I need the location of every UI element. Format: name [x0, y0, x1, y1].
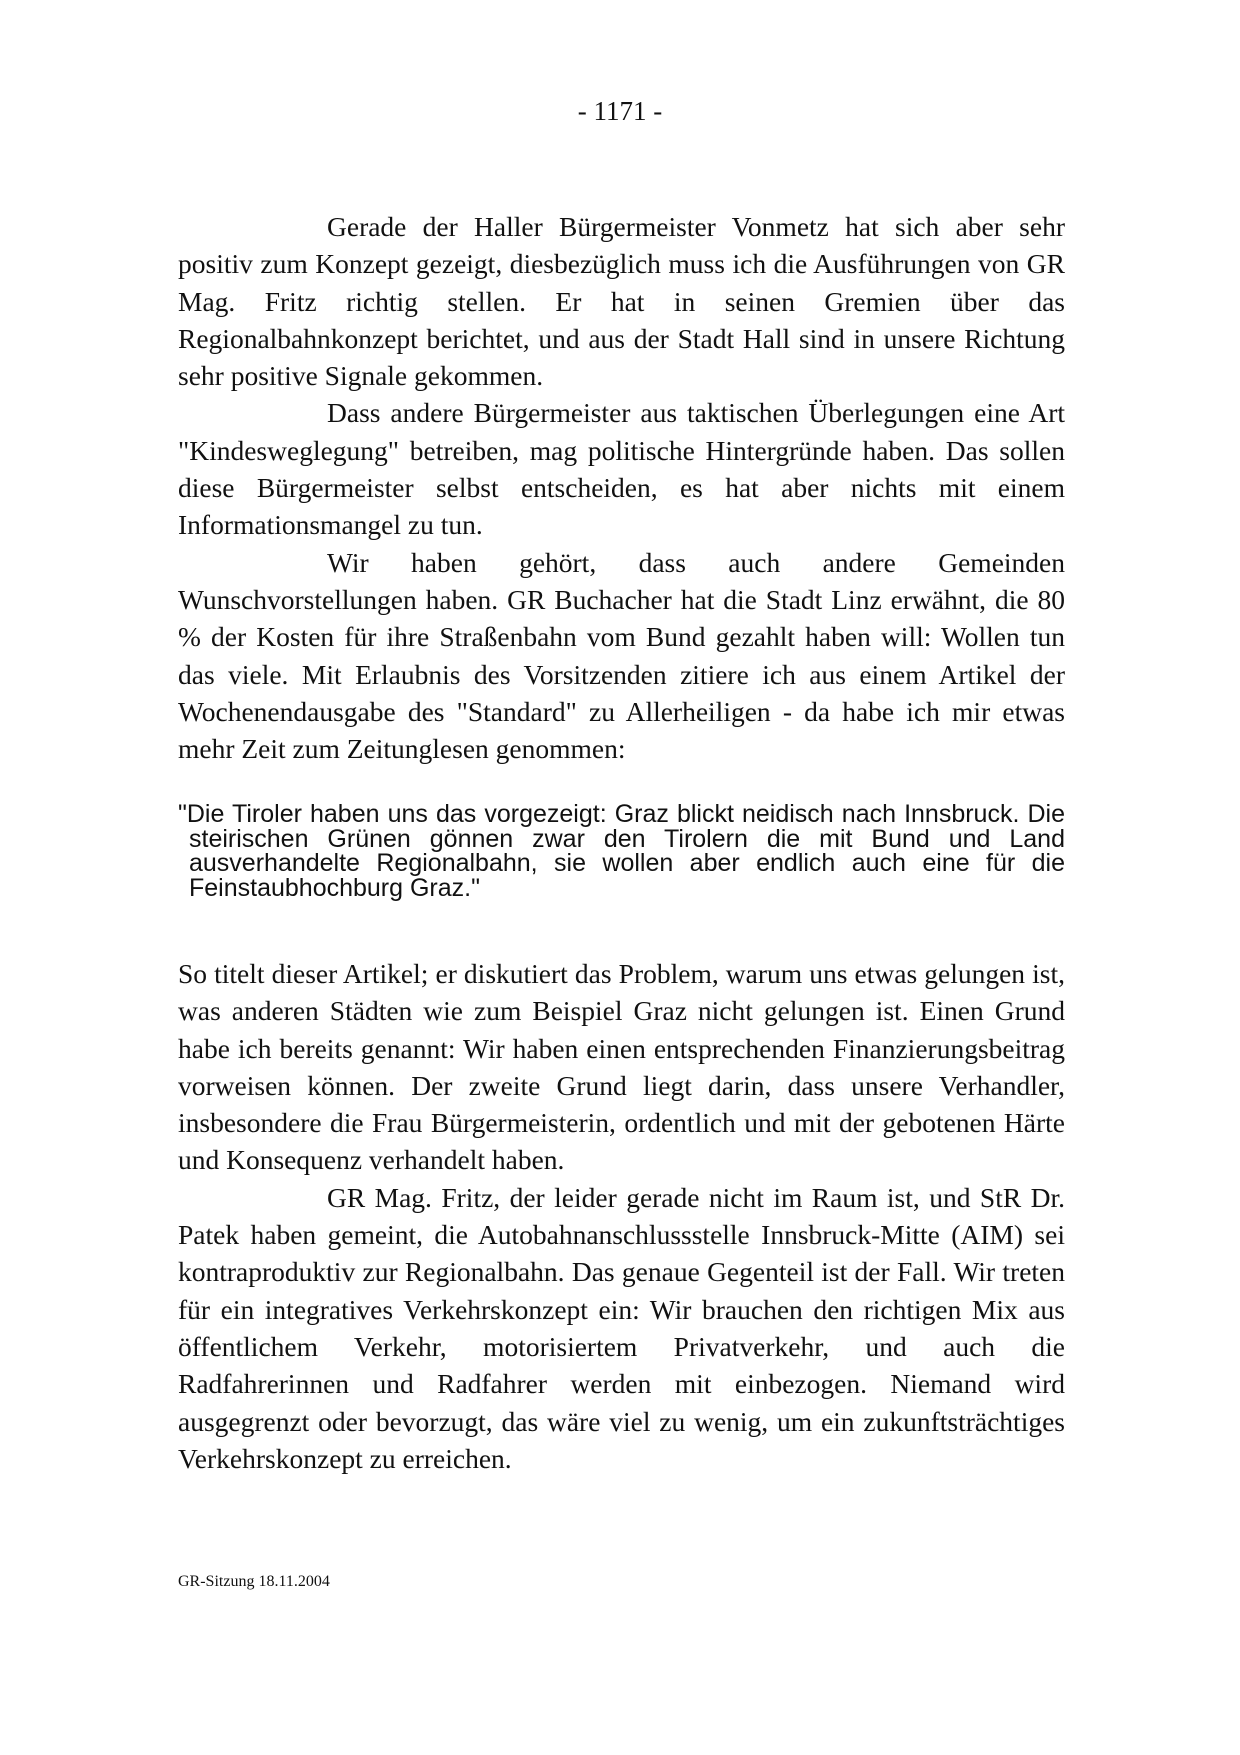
paragraph: Gerade der Haller Bürgermeister Vonmetz hat sich aber sehr positiv zum Konzept gezeigt, diesbezüglich muss ich die Ausführungen von GR Mag. Fritz richtig stellen. Er hat in seinen Gremien über das Regionalbahnkonzept berichtet, und aus der Stadt Hall sind in unsere Richtung sehr positive Signale gekommen.	[178, 211, 1065, 392]
page-footer: GR-Sitzung 18.11.2004	[178, 1573, 330, 1590]
page-number: - 1171 -	[577, 96, 663, 126]
block-quote: "Die Tiroler haben uns das vorgezeigt: Graz blickt neidisch nach Innsbruck. Die steirischen Grünen gönnen zwar den Tirolern die mit Bund und Land ausverhandelte Regionalbahn, sie wollen aber endlich auch eine für die Feinstaubhochburg Graz."	[178, 800, 1065, 902]
body-text-after-quote	[178, 955, 1065, 1477]
body-text-before-quote	[178, 208, 1065, 767]
paragraph: So titelt dieser Artikel; er diskutiert das Problem, warum uns etwas gelungen ist, was anderen Städten wie zum Beispiel Graz nicht gelungen ist. Einen Grund habe ich bereits genannt: Wir haben einen entsprechenden Finanzierungsbeitrag vorweisen können. Der zweite Grund liegt darin, dass unsere Verhandler, insbesondere die Frau Bürgermeisterin, ordentlich und mit der gebotenen Härte und Konsequenz verhandelt haben.	[178, 958, 1065, 1176]
paragraph: Wir haben gehört, dass auch andere Gemeinden Wunschvorstellungen haben. GR Buchacher hat die Stadt Linz erwähnt, die 80 % der Kosten für ihre Straßenbahn vom Bund gezahlt haben will: Wollen tun das viele. Mit Erlaubnis des Vorsitzenden zitiere ich aus einem Artikel der Wochenendausgabe des "Standard" zu Allerheiligen - da habe ich mir etwas mehr Zeit zum Zeitunglesen genommen:	[178, 546, 1065, 765]
paragraph: GR Mag. Fritz, der leider gerade nicht im Raum ist, und StR Dr. Patek haben gemeint, die Autobahnanschlussstelle Innsbruck-Mitte (AIM) sei kontraproduktiv zur Regionalbahn. Das genaue Gegenteil ist der Fall. Wir treten für ein integratives Verkehrskonzept ein: Wir brauchen den richtigen Mix aus öffentlichem Verkehr, motorisiertem Privatverkehr, und auch die Radfahrerinnen und Radfahrer werden mit einbezogen. Niemand wird ausgegrenzt oder bevorzugt, das wäre viel zu wenig, um ein zukunftsträchtiges Verkehrskonzept zu erreichen.	[178, 1181, 1065, 1474]
paragraph: Dass andere Bürgermeister aus taktischen Überlegungen eine Art "Kindesweglegung" betreiben, mag politische Hintergründe haben. Das sollen diese Bürgermeister selbst entscheiden, es hat aber nichts mit einem Informationsmangel zu tun.	[178, 397, 1065, 541]
